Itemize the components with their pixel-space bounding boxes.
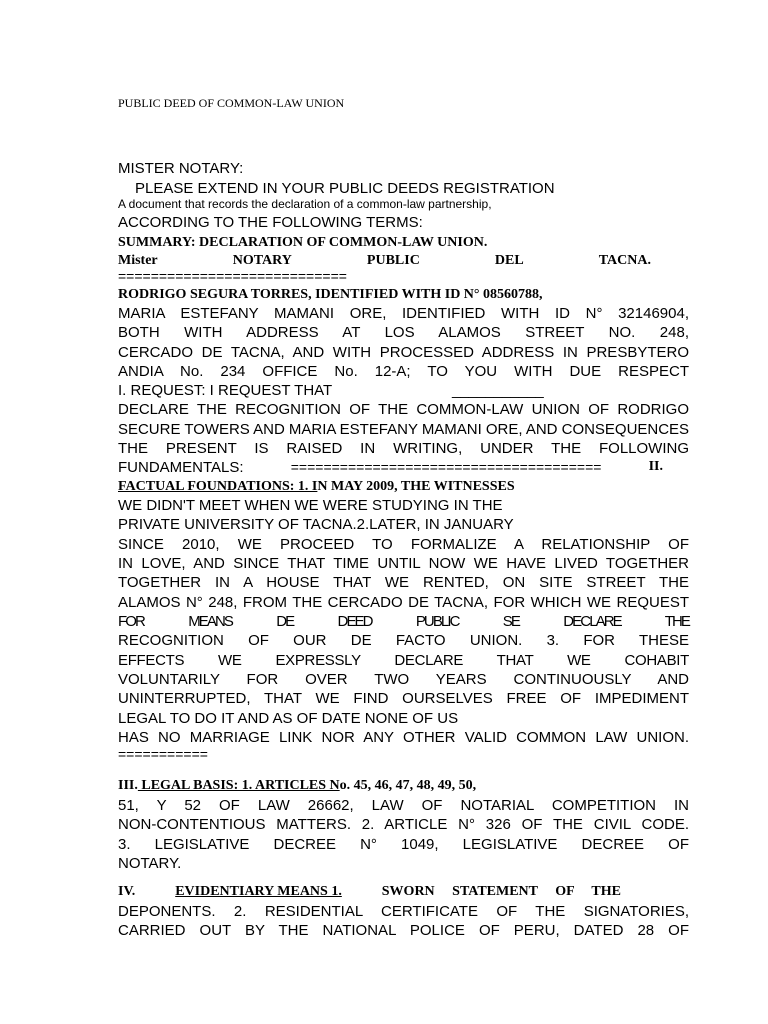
body-line: 3. LEGISLATIVE DECREE N° 1049, LEGISLATIVE DECREE OF: [118, 836, 689, 853]
body-line: WE DIDN'T MEET WHEN WE WERE STUDYING IN THE: [118, 497, 503, 514]
addressee-word: TACNA.: [598, 253, 651, 268]
body-line: CERCADO DE TACNA, AND WITH PROCESSED ADDRESS IN PRESBYTERO: [118, 344, 689, 361]
evidentiary-underlined: EVIDENTIARY MEANS 1.: [175, 884, 342, 899]
body-line: ANDIA No. 234 OFFICE No. 12-A; TO YOU WITH DUE RESPECT: [118, 363, 689, 380]
body-line: PRIVATE UNIVERSITY OF TACNA.2.LATER, IN JANUARY: [118, 516, 514, 533]
body-line: CARRIED OUT BY THE NATIONAL POLICE OF PERU, DATED 28 OF: [118, 922, 689, 939]
document-title: PUBLIC DEED OF COMMON-LAW UNION: [118, 96, 345, 110]
summary-heading: SUMMARY: DECLARATION OF COMMON-LAW UNION.: [118, 235, 488, 250]
body-line: FOR MEANS DE DEED PUBLIC SE DECLARE THE: [118, 613, 689, 630]
body-line: IN LOVE, AND SINCE THAT TIME UNTIL NOW WE HAVE LIVED TOGETHER: [118, 555, 689, 572]
factual-heading-underlined: FACTUAL FOUNDATIONS: 1. I: [118, 479, 318, 494]
body-line: DECLARE THE RECOGNITION OF THE COMMON-LAW UNION OF RODRIGO: [118, 401, 689, 418]
body-line: UNINTERRUPTED, THAT WE FIND OURSELVES FREE OF IMPEDIMENT: [118, 690, 689, 707]
body-line: ALAMOS N° 248, FROM THE CERCADO DE TACNA, FOR WHICH WE REQUEST: [118, 594, 689, 611]
body-line: MARIA ESTEFANY MAMANI ORE, IDENTIFIED WITH ID N° 32146904,: [118, 305, 689, 322]
body-line: THE PRESENT IS RAISED IN WRITING, UNDER THE FOLLOWING: [118, 440, 689, 457]
legal-basis-rest: o. 45, 46, 47, 48, 49, 50,: [339, 778, 477, 793]
request-clause: [118, 382, 689, 399]
section-number: III.: [118, 778, 138, 793]
body-line: 51, Y 52 OF LAW 26662, LAW OF NOTARIAL COMPETITION IN: [118, 797, 689, 814]
evidentiary-rest: SWORN STATEMENT OF THE: [381, 884, 621, 899]
factual-heading-rest: N MAY 2009, THE WITNESSES: [317, 479, 515, 494]
addressee-word: Mister: [118, 253, 158, 268]
terms-line: ACCORDING TO THE FOLLOWING TERMS:: [118, 214, 423, 231]
body-line: NOTARY.: [118, 855, 182, 872]
document-note: A document that records the declaration of a common-law partnership,: [118, 197, 492, 211]
fundamentals-label: FUNDAMENTALS:: [118, 459, 244, 476]
legal-basis-heading: [118, 778, 689, 794]
separator-line: ======================================: [290, 459, 602, 475]
salutation: MISTER NOTARY:: [118, 160, 244, 177]
legal-basis-underlined: LEGAL BASIS: 1. ARTICLES N: [137, 778, 340, 793]
body-line: DEPONENTS. 2. RESIDENTIAL CERTIFICATE OF THE SIGNATORIES,: [118, 903, 689, 920]
body-line: RECOGNITION OF OUR DE FACTO UNION. 3. FOR THESE: [118, 632, 689, 649]
addressee-word: NOTARY: [232, 253, 292, 268]
addressee-line: [118, 253, 651, 269]
body-line: LEGAL TO DO IT AND AS OF DATE NONE OF US: [118, 710, 459, 727]
body-line: SECURE TOWERS AND MARIA ESTEFANY MAMANI ORE, AND CONSEQUENCES: [118, 421, 689, 438]
body-line: EFFECTS WE EXPRESSLY DECLARE THAT WE COHABIT: [118, 652, 689, 669]
request-line: PLEASE EXTEND IN YOUR PUBLIC DEEDS REGISTRATION: [135, 180, 555, 197]
factual-heading: [118, 479, 689, 495]
party-one-line: RODRIGO SEGURA TORRES, IDENTIFIED WITH ID N° 08560788,: [118, 287, 543, 302]
separator-line: ===========: [118, 746, 208, 762]
section-number: IV.: [118, 884, 136, 899]
section-number: II.: [648, 459, 663, 474]
fundamentals-line: [118, 459, 663, 476]
addressee-word: PUBLIC: [366, 253, 420, 268]
evidentiary-heading: [118, 884, 621, 900]
blank-field: ___________: [452, 382, 544, 399]
body-line: HAS NO MARRIAGE LINK NOR ANY OTHER VALID COMMON LAW UNION.: [118, 729, 689, 746]
addressee-word: DEL: [494, 253, 524, 268]
body-line: TOGETHER IN A HOUSE THAT WE RENTED, ON SITE STREET THE: [118, 574, 689, 591]
body-line: NON-CONTENTIOUS MATTERS. 2. ARTICLE N° 326 OF THE CIVIL CODE.: [118, 816, 689, 833]
body-line: VOLUNTARILY FOR OVER TWO YEARS CONTINUOUSLY AND: [118, 671, 689, 688]
request-text: I. REQUEST: I REQUEST THAT: [118, 382, 333, 399]
body-line: SINCE 2010, WE PROCEED TO FORMALIZE A RELATIONSHIP OF: [118, 536, 689, 553]
body-line: BOTH WITH ADDRESS AT LOS ALAMOS STREET NO. 248,: [118, 324, 689, 341]
separator-line: ============================: [118, 268, 347, 284]
